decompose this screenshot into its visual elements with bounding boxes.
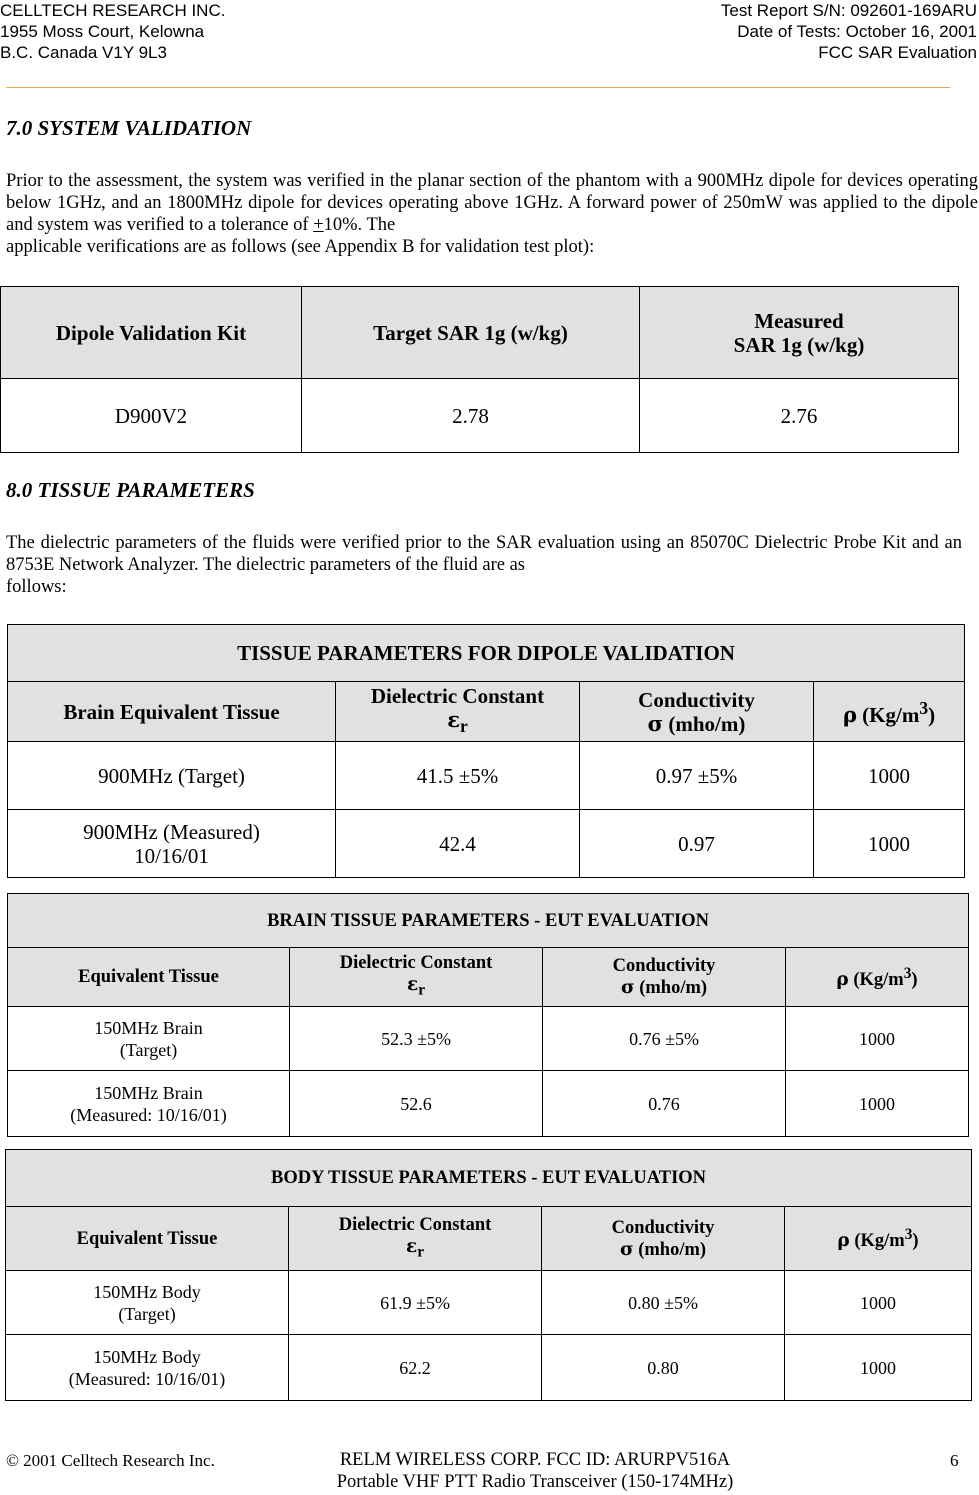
cell-tissue-line2: (Target)	[118, 1303, 176, 1324]
col-header-density	[786, 948, 969, 1007]
cell-density: 1000	[814, 742, 965, 810]
cell-tissue	[8, 1071, 290, 1137]
col-header-measured-line1: Measured	[754, 308, 844, 333]
sigma-symbol: σ	[619, 1238, 634, 1260]
cell-conductivity: 0.76	[543, 1071, 786, 1137]
cell-tissue-line1: 150MHz Brain	[94, 1082, 203, 1103]
density-close: )	[912, 1231, 919, 1252]
cell-tissue	[6, 1335, 289, 1401]
table-title: BODY TISSUE PARAMETERS - EUT EVALUATION	[6, 1150, 972, 1207]
cell-conductivity: 0.80 ±5%	[542, 1271, 785, 1335]
table-title: TISSUE PARAMETERS FOR DIPOLE VALIDATION	[8, 625, 965, 682]
dielectric-label: Dielectric Constant	[338, 1214, 492, 1235]
section-7-paragraph	[6, 170, 978, 258]
section-8-paragraph	[6, 532, 962, 598]
density-exponent: 3	[919, 698, 929, 718]
paragraph-last-line: applicable verifications are as follows (see Appendix B for validation test plot):	[6, 237, 595, 257]
footer-device: Portable VHF PTT Radio Transceiver (150-174MHz)	[336, 1472, 734, 1492]
company-name: CELLTECH RESEARCH INC.	[0, 1, 226, 20]
rho-symbol: ρ	[836, 969, 849, 991]
col-header-measured	[640, 287, 959, 379]
conductivity-unit: (mho/m)	[663, 711, 746, 736]
cell-tissue	[8, 810, 336, 878]
cell-density: 1000	[785, 1271, 972, 1335]
col-header-density	[814, 682, 965, 742]
cell-dielectric: 42.4	[336, 810, 580, 878]
density-close: )	[911, 970, 918, 991]
cell-conductivity: 0.97	[580, 810, 814, 878]
dielectric-label: Dielectric Constant	[370, 684, 545, 709]
header-right	[721, 0, 977, 63]
cell-density: 1000	[786, 1007, 969, 1071]
cell-tissue-line1: 150MHz Brain	[94, 1017, 203, 1038]
conductivity-unit: (mho/m)	[633, 1239, 707, 1260]
cell-dielectric: 52.3 ±5%	[290, 1007, 543, 1071]
plus-minus-sign: +	[313, 215, 324, 235]
col-header-dielectric	[290, 948, 543, 1007]
cell-dielectric: 41.5 ±5%	[336, 742, 580, 810]
conductivity-label: Conductivity	[611, 1217, 715, 1238]
col-header-kit: Dipole Validation Kit	[1, 287, 302, 379]
col-header-dielectric	[289, 1207, 542, 1271]
cell-density: 1000	[786, 1071, 969, 1137]
cell-tissue	[8, 1007, 290, 1071]
body-tissue-table	[5, 1149, 972, 1401]
evaluation-type: FCC SAR Evaluation	[818, 43, 977, 62]
footer-copyright: © 2001 Celltech Research Inc.	[6, 1451, 215, 1470]
paragraph-text-end: 10%. The	[323, 215, 396, 235]
col-header-tissue: Equivalent Tissue	[6, 1207, 289, 1271]
col-header-conductivity	[542, 1207, 785, 1271]
cell-density: 1000	[785, 1335, 972, 1401]
paragraph-text: Prior to the assessment, the system was verified in the planar section of the phantom with a 900MHz dipole for devices operating below 1GHz, and an 1800MHz dipole for devices operating above 1GHz. A forward power of 250mW was applied to the dipole and system was verified to a tolerance of	[6, 171, 978, 235]
company-address-line2: B.C. Canada V1Y 9L3	[0, 43, 167, 62]
conductivity-label: Conductivity	[612, 956, 716, 976]
cell-conductivity: 0.80	[542, 1335, 785, 1401]
cell-conductivity: 0.97 ±5%	[580, 742, 814, 810]
brain-tissue-table	[7, 893, 969, 1137]
company-address-line1: 1955 Moss Court, Kelowna	[0, 22, 205, 41]
page-number: 6	[950, 1451, 959, 1470]
col-header-target: Target SAR 1g (w/kg)	[302, 287, 640, 379]
cell-tissue-line1: 150MHz Body	[93, 1346, 201, 1367]
cell-conductivity: 0.76 ±5%	[543, 1007, 786, 1071]
col-header-conductivity	[543, 948, 786, 1007]
dielectric-label: Dielectric Constant	[339, 953, 493, 974]
header-divider	[6, 87, 950, 88]
cell-tissue-line2: (Target)	[119, 1039, 178, 1060]
paragraph-text: The dielectric parameters of the fluids were verified prior to the SAR evaluation using an 85070C Dielectric Probe Kit and an 8753E Network Analyzer. The dielectric parameters of the fluid are as	[6, 533, 962, 575]
test-date: Date of Tests: October 16, 2001	[737, 22, 977, 41]
density-unit: (Kg/m	[848, 970, 904, 991]
cell-density: 1000	[814, 810, 965, 878]
cell-tissue: 900MHz (Target)	[8, 742, 336, 810]
cell-tissue	[6, 1271, 289, 1335]
section-7-title: 7.0 SYSTEM VALIDATION	[6, 116, 252, 140]
report-serial: Test Report S/N: 092601-169ARU	[720, 1, 977, 20]
footer-client: RELM WIRELESS CORP. FCC ID: ARURPV516A	[339, 1450, 731, 1470]
conductivity-label: Conductivity	[638, 687, 755, 712]
footer-center	[285, 1449, 785, 1493]
cell-measured: 2.76	[640, 379, 959, 453]
cell-target: 2.78	[302, 379, 640, 453]
cell-dielectric: 52.6	[290, 1071, 543, 1137]
cell-dielectric: 62.2	[289, 1335, 542, 1401]
epsilon-subscript: r	[460, 716, 468, 737]
density-close: )	[928, 703, 936, 727]
cell-tissue-line1: 900MHz (Measured)	[83, 819, 260, 844]
epsilon-symbol: ε	[406, 974, 419, 996]
section-8-title: 8.0 TISSUE PARAMETERS	[6, 478, 255, 502]
table-title: BRAIN TISSUE PARAMETERS - EUT EVALUATION	[8, 894, 969, 948]
cell-kit: D900V2	[1, 379, 302, 453]
col-header-tissue: Brain Equivalent Tissue	[8, 682, 336, 742]
dipole-validation-table	[0, 286, 959, 453]
col-header-conductivity	[580, 682, 814, 742]
epsilon-symbol: ε	[447, 707, 460, 733]
validation-tissue-table	[7, 624, 965, 878]
col-header-density	[785, 1207, 972, 1271]
col-header-dielectric	[336, 682, 580, 742]
density-exponent: 3	[903, 964, 912, 982]
col-header-tissue: Equivalent Tissue	[8, 948, 290, 1007]
col-header-measured-line2: SAR 1g (w/kg)	[733, 332, 865, 357]
rho-symbol: ρ	[837, 1230, 850, 1252]
epsilon-symbol: ε	[405, 1235, 418, 1257]
sigma-symbol: σ	[647, 710, 664, 736]
conductivity-unit: (mho/m)	[634, 978, 708, 998]
cell-dielectric: 61.9 ±5%	[289, 1271, 542, 1335]
epsilon-subscript: r	[417, 1243, 425, 1261]
sigma-symbol: σ	[620, 977, 635, 998]
cell-tissue-line2: (Measured: 10/16/01)	[70, 1104, 227, 1125]
paragraph-last-line: follows:	[6, 577, 67, 597]
cell-tissue-line2: (Measured: 10/16/01)	[68, 1368, 226, 1389]
epsilon-subscript: r	[418, 981, 426, 999]
density-unit: (Kg/m	[856, 703, 920, 727]
density-unit: (Kg/m	[849, 1231, 905, 1252]
cell-tissue-line2: 10/16/01	[134, 843, 209, 868]
header-left	[0, 0, 225, 63]
rho-symbol: ρ	[842, 702, 857, 727]
density-exponent: 3	[904, 1226, 913, 1244]
cell-tissue-line1: 150MHz Body	[93, 1281, 201, 1302]
